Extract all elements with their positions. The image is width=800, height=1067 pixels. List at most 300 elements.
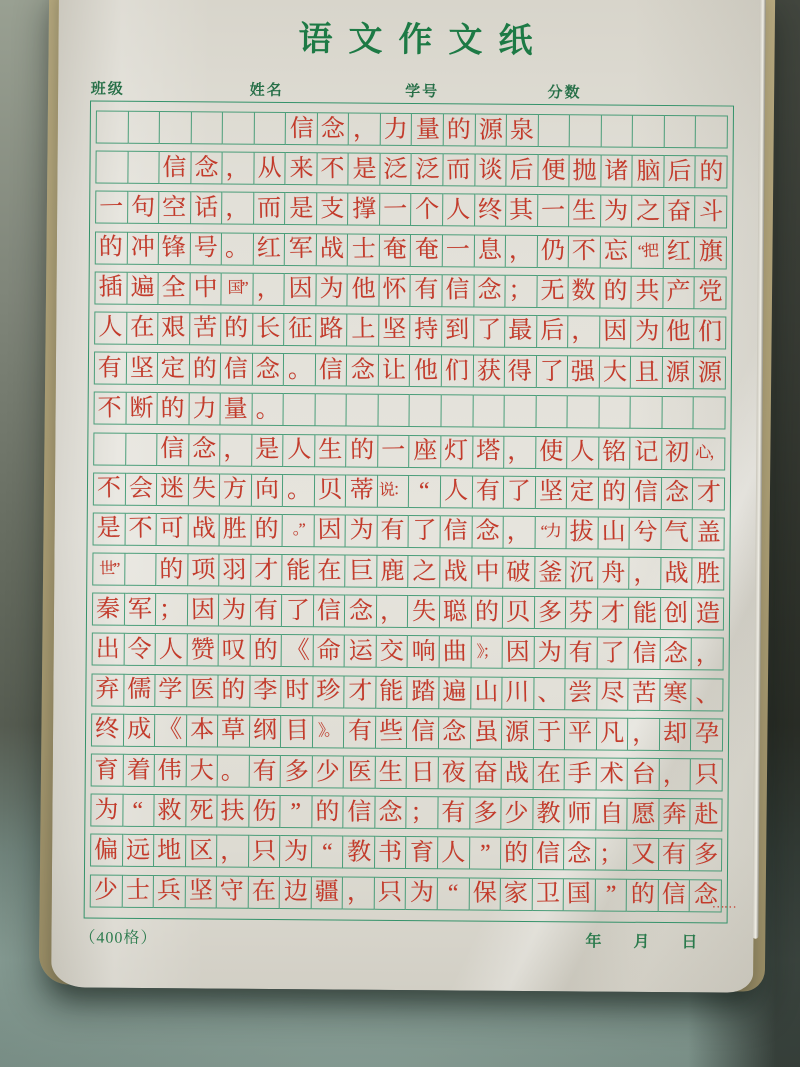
grid-cell	[473, 395, 505, 428]
grid-cell	[186, 794, 218, 827]
handwritten-char: 不	[572, 238, 597, 265]
handwritten-char: 战	[191, 516, 216, 544]
handwritten-char: 长	[256, 316, 281, 343]
grid-cell	[159, 232, 191, 265]
handwritten-char: 士	[351, 236, 376, 263]
handwritten-char: 拔	[569, 519, 595, 546]
handwritten-char: ”	[605, 881, 617, 908]
grid-cell	[159, 272, 191, 305]
handwritten-char: 气	[664, 520, 689, 547]
handwritten-char: 力	[383, 116, 409, 143]
header-fields	[84, 72, 746, 103]
grid-cell	[537, 275, 569, 308]
grid-cell	[344, 796, 376, 829]
handwritten-char: 医	[190, 677, 215, 704]
essay-grid	[84, 101, 734, 924]
grid-cell	[569, 235, 601, 268]
handwritten-char: 边	[283, 878, 308, 906]
grid-cell	[474, 234, 506, 267]
handwritten-char: 伟	[157, 757, 183, 784]
handwritten-char: 信	[632, 640, 657, 668]
grid-cell	[599, 436, 631, 469]
handwritten-char: “	[447, 880, 459, 907]
grid-cell	[661, 557, 693, 590]
handwritten-char: 伤	[252, 798, 277, 825]
handwritten-char: 贝	[317, 477, 343, 504]
handwritten-char: “	[419, 478, 431, 505]
handwritten-char: 死	[189, 797, 214, 825]
handwritten-char: 《	[158, 717, 183, 744]
grid-cell	[471, 676, 503, 709]
handwritten-char: 路	[319, 316, 344, 344]
handwritten-char: 弃	[95, 676, 120, 704]
handwritten-char: 念	[194, 154, 219, 182]
grid-cell	[219, 554, 251, 587]
handwritten-char: 后	[539, 318, 565, 345]
handwritten-char: 成	[126, 717, 152, 744]
handwritten-char: 地	[157, 837, 182, 865]
grid-cell	[317, 193, 349, 226]
handwritten-char: 蒂	[349, 477, 374, 505]
handwritten-char: 的	[446, 116, 472, 144]
grid-cell	[568, 355, 600, 388]
essay-row	[94, 271, 726, 309]
grid-cell	[441, 395, 473, 428]
handwritten-char: 怀	[382, 276, 407, 304]
handwritten-char: 的	[192, 355, 218, 383]
grid-cell	[286, 152, 318, 185]
handwritten-char: 号	[193, 235, 219, 262]
handwritten-char: 信	[346, 799, 372, 826]
handwritten-char: 战	[443, 558, 468, 586]
handwritten-char: 的	[160, 395, 186, 423]
grid-cell	[157, 513, 189, 546]
grid-cell	[407, 796, 439, 829]
grid-cell	[375, 796, 407, 829]
handwritten-char: 诸	[604, 158, 629, 185]
handwritten-char: 了	[285, 597, 310, 625]
grid-cell	[506, 275, 538, 308]
grid-cell	[632, 276, 664, 309]
handwritten-char: 一	[381, 437, 406, 465]
handwritten-char: 为	[537, 639, 562, 667]
essay-row	[91, 754, 723, 792]
handwritten-char: 念	[255, 356, 281, 383]
grid-cell	[694, 397, 726, 430]
handwritten-char: 教	[536, 800, 561, 828]
grid-cell	[504, 435, 536, 468]
grid-cell	[470, 797, 502, 830]
handwritten-char: 在	[129, 315, 155, 342]
handwritten-char: 。	[220, 757, 246, 785]
handwritten-char: 不	[320, 155, 345, 183]
grid-cell	[254, 152, 286, 185]
grid-cell	[126, 352, 158, 385]
handwritten-char: 。”	[292, 521, 304, 539]
handwritten-char: 脑	[635, 158, 661, 185]
handwritten-char: 座	[412, 437, 438, 465]
grid-cell	[406, 877, 438, 910]
grid-cell	[253, 273, 285, 306]
grid-cell	[280, 835, 312, 868]
essay-row	[93, 392, 725, 430]
handwritten-char: 守	[220, 878, 245, 905]
handwritten-char: 让	[381, 357, 407, 384]
handwritten-char: 信	[410, 719, 436, 746]
grid-cell	[411, 314, 443, 347]
grid-cell	[664, 155, 696, 188]
handwritten-char: 有	[441, 799, 466, 827]
handwritten-char: 贝	[506, 599, 531, 626]
grid-cell	[471, 596, 503, 629]
handwritten-char: 造	[695, 600, 720, 628]
essay-row	[93, 472, 725, 510]
handwritten-char: 自	[599, 801, 624, 828]
essay-row	[92, 593, 724, 631]
field-label-score: 分数	[547, 85, 582, 102]
essay-row	[92, 553, 724, 591]
handwritten-char: 芬	[569, 599, 594, 627]
handwritten-char: 赴	[693, 801, 719, 829]
handwritten-char: 党	[697, 279, 723, 306]
handwritten-char: ”	[290, 798, 302, 825]
grid-cell	[95, 151, 128, 184]
handwritten-char: ，	[509, 237, 534, 265]
grid-cell	[346, 474, 378, 507]
handwritten-char: 念	[191, 436, 217, 463]
handwritten-char: 交	[379, 638, 405, 666]
handwritten-char: 愿	[630, 801, 656, 828]
handwritten-char: 多	[537, 599, 563, 627]
handwritten-char: 令	[127, 636, 152, 664]
grid-cell	[222, 192, 254, 225]
handwritten-char: 了	[600, 640, 625, 667]
handwritten-char: 有	[475, 478, 501, 506]
handwritten-char: 念	[378, 799, 403, 826]
handwritten-char: 上	[350, 316, 376, 344]
grid-cell	[440, 636, 472, 669]
handwritten-char: 医	[347, 758, 372, 786]
grid-cell	[692, 638, 724, 671]
grid-cell	[662, 437, 694, 470]
handwritten-char: 苦	[631, 680, 657, 708]
handwritten-char: 忘	[603, 238, 629, 265]
handwritten-char: 人	[286, 436, 312, 464]
handwritten-char: 创	[663, 600, 689, 628]
grid-cell	[601, 155, 633, 188]
grid-cell	[441, 515, 473, 548]
handwritten-char: 的	[221, 677, 247, 704]
handwritten-char: 师	[567, 800, 593, 828]
grid-cell	[187, 714, 219, 747]
handwritten-char: 术	[599, 760, 625, 788]
grid-cell	[473, 355, 505, 388]
grid-cell	[251, 554, 283, 587]
handwritten-char: 念	[477, 277, 502, 305]
grid-cell	[659, 758, 691, 791]
grid-cell	[695, 236, 727, 269]
handwritten-char: 李	[253, 677, 278, 705]
grid-cell	[472, 475, 504, 508]
handwritten-char: ，	[225, 155, 251, 182]
grid-cell	[442, 354, 474, 387]
handwritten-char: 坚	[538, 479, 564, 506]
handwritten-char: 是	[96, 515, 122, 543]
grid-cell	[93, 392, 126, 425]
grid-cell	[599, 476, 631, 509]
handwritten-char: 多	[284, 758, 309, 785]
grid-cell	[127, 231, 159, 264]
handwritten-char: 聪	[443, 598, 468, 626]
grid-cell	[221, 312, 253, 345]
grid-cell	[597, 637, 629, 670]
grid-cell	[250, 674, 282, 707]
handwritten-char: 。	[255, 396, 280, 423]
grid-cell	[90, 834, 123, 867]
handwritten-char: ；	[409, 799, 435, 827]
grid-cell	[690, 839, 722, 872]
grid-cell	[314, 554, 346, 587]
grid-cell	[187, 674, 219, 707]
grid-cell	[470, 757, 502, 790]
grid-cell	[96, 111, 129, 144]
handwritten-char: 运	[348, 638, 373, 665]
handwritten-char: 的	[698, 158, 724, 186]
essay-row	[93, 512, 725, 550]
grid-cell	[600, 356, 632, 389]
handwritten-char: 们	[444, 357, 470, 385]
grid-cell	[349, 153, 381, 186]
handwritten-char: 却	[662, 721, 688, 748]
handwritten-char: 信	[289, 115, 314, 142]
grid-cell	[569, 195, 601, 228]
handwritten-char: 人	[446, 197, 471, 224]
handwritten-char: 有	[252, 758, 278, 785]
grid-cell	[218, 755, 250, 788]
grid-cell	[504, 475, 536, 508]
paper-footer	[79, 924, 725, 952]
grid-cell	[220, 513, 252, 546]
grid-cell	[380, 153, 412, 186]
handwritten-char: 能	[285, 557, 311, 584]
handwritten-char: 冲	[130, 234, 155, 262]
grid-cell	[284, 353, 316, 386]
grid-cell	[189, 393, 221, 426]
grid-cell	[281, 755, 313, 788]
handwritten-char: 他	[350, 276, 376, 304]
handwritten-char: 源	[697, 359, 722, 387]
handwritten-char: 少	[315, 758, 341, 786]
handwritten-char: 断	[129, 395, 154, 422]
grid-cell	[343, 836, 375, 869]
grid-cell	[568, 396, 600, 429]
handwritten-char: 儒	[126, 676, 152, 704]
grid-cell	[253, 353, 285, 386]
handwritten-char: 的	[474, 599, 500, 626]
composition-paper	[51, 0, 761, 993]
grid-cell	[474, 314, 506, 347]
handwritten-char: 只	[251, 838, 277, 865]
grid-cell	[380, 193, 412, 226]
handwritten-char: 远	[125, 837, 151, 864]
grid-cell	[565, 757, 597, 790]
grid-cell	[659, 879, 691, 912]
grid-cell	[564, 838, 596, 871]
handwritten-char: 可	[159, 516, 185, 543]
grid-cell	[127, 312, 159, 345]
grid-cell	[317, 152, 349, 185]
grid-cell	[379, 314, 411, 347]
handwritten-char: 念	[475, 518, 500, 546]
handwritten-char: 源	[505, 719, 530, 747]
grid-cell	[663, 316, 695, 349]
grid-cell	[629, 597, 661, 630]
grid-cell	[154, 875, 186, 908]
grid-cell	[158, 392, 190, 425]
grid-cell	[567, 516, 599, 549]
grid-cell	[442, 314, 474, 347]
grid-cell	[696, 115, 728, 148]
grid-cell	[94, 352, 127, 385]
handwritten-char: 话	[193, 195, 219, 222]
grid-cell	[660, 718, 692, 751]
grid-cell	[251, 514, 283, 547]
handwritten-char: 多	[693, 842, 719, 869]
handwritten-char: 信	[661, 881, 687, 909]
handwritten-char: 为	[603, 198, 629, 225]
handwritten-char: 失	[411, 598, 436, 626]
grid-cell	[567, 436, 599, 469]
grid-cell	[154, 834, 186, 867]
grid-cell	[691, 718, 723, 751]
grid-cell	[475, 194, 507, 227]
grid-cell	[441, 435, 473, 468]
handwritten-char: 得	[508, 358, 533, 385]
grid-cell	[185, 875, 217, 908]
grid-cell	[693, 517, 725, 550]
handwritten-char: 为	[349, 517, 374, 545]
grid-cell	[188, 594, 220, 627]
grid-cell	[285, 233, 317, 266]
handwritten-char: 空	[162, 194, 187, 222]
grid-cell	[537, 315, 569, 348]
handwritten-char: “	[321, 839, 333, 866]
handwritten-char: 疆	[314, 879, 340, 906]
handwritten-char: 产	[666, 279, 691, 306]
handwritten-char: 念	[442, 719, 467, 746]
grid-cell	[471, 636, 503, 669]
handwritten-char: 人	[441, 840, 466, 867]
grid-cell	[438, 877, 470, 910]
handwritten-char: 的	[315, 798, 340, 826]
grid-cell	[410, 354, 442, 387]
grid-cell	[443, 234, 475, 267]
grid-cell	[538, 194, 570, 227]
handwritten-char: 山	[473, 679, 499, 706]
handwritten-char: 的	[159, 556, 184, 583]
grid-cell	[631, 396, 663, 429]
handwritten-char: ，	[220, 838, 245, 865]
grid-cell	[254, 112, 286, 145]
grid-cell	[155, 754, 187, 787]
handwritten-char: 鹿	[380, 558, 405, 585]
handwritten-char: 初	[665, 439, 690, 467]
handwritten-char: 遍	[442, 679, 467, 706]
field-label-name: 姓名	[249, 82, 284, 100]
handwritten-char: 念	[350, 357, 375, 384]
grid-cell	[566, 556, 598, 589]
grid-cell	[379, 354, 411, 387]
grid-cell	[190, 312, 222, 345]
grid-cell	[596, 758, 628, 791]
grid-cell	[190, 272, 222, 305]
handwritten-char: 源	[665, 359, 691, 386]
handwritten-char: 响	[411, 638, 436, 666]
handwritten-char: 失	[191, 476, 217, 503]
grid-cell	[94, 311, 127, 344]
grid-cell	[375, 876, 407, 909]
grid-cell	[439, 756, 471, 789]
handwritten-char: 人	[98, 314, 123, 342]
handwritten-char: 才	[347, 678, 373, 705]
handwritten-char: 出	[95, 636, 121, 663]
grid-cell	[631, 356, 663, 389]
grid-cell	[474, 274, 506, 307]
grid-cell	[694, 356, 726, 389]
handwritten-char: 到	[445, 317, 470, 345]
grid-cell	[410, 394, 442, 427]
grid-cell	[349, 113, 381, 146]
handwritten-char: 孕	[694, 721, 719, 748]
handwritten-char: 量	[415, 116, 440, 143]
grid-cell	[286, 112, 318, 145]
grid-cell	[633, 115, 665, 148]
handwritten-char: 撑	[351, 196, 377, 223]
handwritten-char: 奋	[473, 759, 498, 787]
grid-cell	[92, 633, 125, 666]
grid-cell	[408, 595, 440, 628]
grid-cell	[664, 195, 696, 228]
grid-cell	[533, 757, 565, 790]
handwritten-char: 目	[284, 718, 309, 745]
trailing-ellipsis: ……	[711, 894, 736, 911]
grid-cell	[123, 794, 155, 827]
grid-cell	[156, 593, 188, 626]
handwritten-char: 大	[189, 757, 214, 785]
handwritten-char: 区	[188, 838, 214, 865]
grid-cell	[318, 112, 350, 145]
grid-cell	[249, 795, 281, 828]
grid-cell	[314, 514, 346, 547]
grid-cell	[376, 716, 408, 749]
grid-cell	[283, 474, 315, 507]
handwritten-char: 了	[539, 358, 565, 385]
handwritten-char: 因	[317, 517, 342, 544]
handwritten-char: 仍	[540, 237, 566, 265]
grid-cell	[128, 111, 160, 144]
grid-cell	[438, 796, 470, 829]
handwritten-char: 锋	[161, 235, 187, 262]
handwritten-char: ，	[632, 560, 658, 587]
grid-cell	[223, 152, 255, 185]
essay-row	[90, 874, 736, 912]
grid-cell	[627, 838, 659, 871]
grid-cell	[597, 717, 629, 750]
handwritten-char: 胜	[222, 516, 248, 544]
handwritten-char: 。	[286, 477, 311, 504]
grid-cell	[412, 113, 444, 146]
grid-cell	[662, 477, 694, 510]
